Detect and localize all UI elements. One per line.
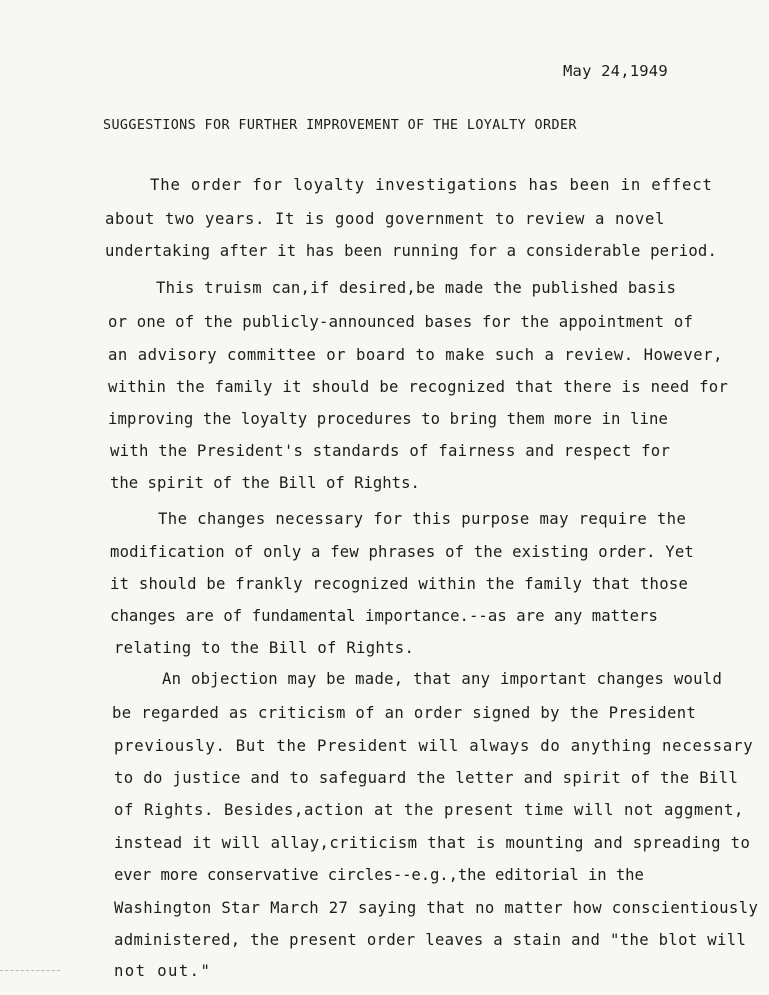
text-line: be regarded as criticism of an order signed by the President [112, 704, 697, 722]
text-line: Washington Star March 27 saying that no matter how conscientiously [114, 899, 759, 917]
text-line: The changes necessary for this purpose may require the [158, 510, 687, 528]
text-line: the spirit of the Bill of Rights. [110, 474, 420, 492]
document-date: May 24,1949 [563, 62, 668, 80]
text-line: instead it will allay,criticism that is mounting and spreading to [114, 834, 751, 852]
text-line: or one of the publicly-announced bases for the appointment of [108, 313, 694, 331]
text-line: modification of only a few phrases of the existing order. Yet [110, 543, 694, 561]
text-line: about two years. It is good government to review a novel [105, 210, 665, 228]
text-line: ever more conservative circles--e.g.,the editorial in the [114, 866, 644, 884]
text-line: it should be frankly recognized within the family that those [110, 575, 689, 593]
text-line: changes are of fundamental importance.--as are any matters [110, 607, 658, 625]
text-line: The order for loyalty investigations has been in effect [150, 176, 713, 194]
text-line: not out." [114, 962, 212, 980]
text-line: within the family it should be recognized that there is need for [108, 378, 729, 396]
text-line: relating to the Bill of Rights. [114, 639, 415, 657]
text-line: improving the loyalty procedures to bring them more in line [108, 410, 668, 428]
text-line: undertaking after it has been running for a considerable period. [105, 242, 718, 260]
text-line: An objection may be made, that any important changes would [162, 670, 723, 688]
text-line: of Rights. Besides,action at the present time will not aggment, [114, 801, 744, 819]
text-line: an advisory committee or board to make such a review. However, [108, 346, 723, 364]
text-line: previously. But the President will always do anything necessary [114, 737, 754, 755]
document-title: SUGGESTIONS FOR FURTHER IMPROVEMENT OF THE LOYALTY ORDER [103, 118, 577, 133]
text-line: This truism can,if desired,be made the published basis [156, 279, 677, 297]
text-line: to do justice and to safeguard the letter and spirit of the Bill [114, 769, 739, 787]
text-line: with the President's standards of fairness and respect for [110, 442, 671, 460]
text-line: administered, the present order leaves a stain and "the blot will [114, 931, 747, 949]
scan-edge-mark [0, 970, 60, 985]
